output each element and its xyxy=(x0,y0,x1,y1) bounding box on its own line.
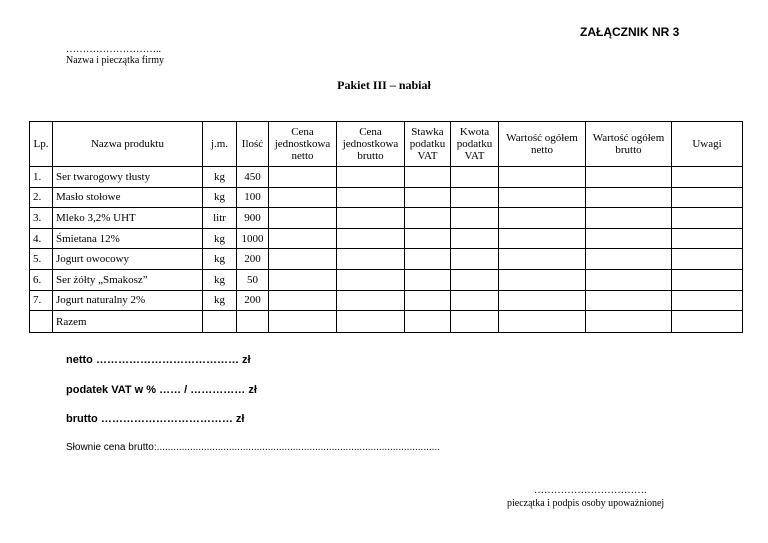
row-product-name: Ser twarogowy tłusty xyxy=(53,167,203,188)
row-lp: 6. xyxy=(30,269,53,290)
row-total-gross-cell[interactable] xyxy=(586,208,672,229)
row-vat-rate-cell[interactable] xyxy=(405,208,451,229)
row-unit: kg xyxy=(203,290,237,311)
product-table xyxy=(29,121,743,333)
row-unit-price-net-cell[interactable] xyxy=(269,167,337,188)
row-quantity: 100 xyxy=(237,187,269,208)
header-total-net: Wartość ogółem netto xyxy=(499,122,586,167)
row-product-name: Masło stołowe xyxy=(53,187,203,208)
package-title: Pakiet III – nabiał xyxy=(337,78,431,92)
gross-amount-line: brutto ……………………………… zł xyxy=(66,413,245,425)
row-vat-amount-cell[interactable] xyxy=(451,187,499,208)
row-lp: 4. xyxy=(30,228,53,249)
row-quantity: 200 xyxy=(237,290,269,311)
row-quantity: 1000 xyxy=(237,228,269,249)
header-unit: j.m. xyxy=(203,122,237,167)
header-vat-rate: Stawka podatku VAT xyxy=(405,122,451,167)
signature-dots: ……………………………. xyxy=(534,485,647,496)
total-gross-cell[interactable] xyxy=(586,311,672,333)
row-product-name: Ser żółty „Smakosz” xyxy=(53,269,203,290)
total-lp-cell xyxy=(30,311,53,333)
row-total-gross-cell[interactable] xyxy=(586,290,672,311)
header-unit-price-net: Cena jednostkowa netto xyxy=(269,122,337,167)
row-unit-price-net-cell[interactable] xyxy=(269,187,337,208)
table-row xyxy=(30,167,743,188)
row-lp: 2. xyxy=(30,187,53,208)
total-row xyxy=(30,311,743,333)
row-unit: kg xyxy=(203,167,237,188)
header-lp: Lp. xyxy=(30,122,53,167)
row-vat-amount-cell[interactable] xyxy=(451,269,499,290)
row-total-gross-cell[interactable] xyxy=(586,269,672,290)
row-notes-cell[interactable] xyxy=(672,208,743,229)
total-vat-rate-cell[interactable] xyxy=(405,311,451,333)
row-total-gross-cell[interactable] xyxy=(586,228,672,249)
row-total-gross-cell[interactable] xyxy=(586,249,672,270)
table-row xyxy=(30,228,743,249)
table-row xyxy=(30,208,743,229)
gross-in-words-line: Słownie cena brutto:...................................................................................................... xyxy=(66,442,440,453)
row-unit: litr xyxy=(203,208,237,229)
row-lp: 3. xyxy=(30,208,53,229)
row-unit: kg xyxy=(203,228,237,249)
row-unit: kg xyxy=(203,187,237,208)
row-unit-price-gross-cell[interactable] xyxy=(337,167,405,188)
row-unit-price-net-cell[interactable] xyxy=(269,269,337,290)
row-product-name: Mleko 3,2% UHT xyxy=(53,208,203,229)
row-total-net-cell[interactable] xyxy=(499,249,586,270)
firm-name-dots: ……………………….. xyxy=(66,44,161,55)
total-net-cell[interactable] xyxy=(499,311,586,333)
row-notes-cell[interactable] xyxy=(672,249,743,270)
row-lp: 7. xyxy=(30,290,53,311)
table-row xyxy=(30,249,743,270)
row-total-gross-cell[interactable] xyxy=(586,187,672,208)
row-vat-amount-cell[interactable] xyxy=(451,228,499,249)
firm-name-label: Nazwa i pieczątka firmy xyxy=(66,55,165,66)
row-unit-price-net-cell[interactable] xyxy=(269,249,337,270)
row-total-net-cell[interactable] xyxy=(499,228,586,249)
header-total-gross: Wartość ogółem brutto xyxy=(586,122,672,167)
row-unit-price-gross-cell[interactable] xyxy=(337,290,405,311)
row-unit-price-gross-cell[interactable] xyxy=(337,249,405,270)
row-total-net-cell[interactable] xyxy=(499,187,586,208)
table-row xyxy=(30,269,743,290)
row-vat-rate-cell[interactable] xyxy=(405,228,451,249)
row-unit-price-gross-cell[interactable] xyxy=(337,187,405,208)
row-notes-cell[interactable] xyxy=(672,290,743,311)
row-unit: kg xyxy=(203,269,237,290)
total-quantity-cell xyxy=(237,311,269,333)
row-notes-cell[interactable] xyxy=(672,269,743,290)
total-notes-cell[interactable] xyxy=(672,311,743,333)
table-row xyxy=(30,187,743,208)
row-lp: 1. xyxy=(30,167,53,188)
total-unit-price-gross-cell[interactable] xyxy=(337,311,405,333)
header-notes: Uwagi xyxy=(672,122,743,167)
table-row xyxy=(30,290,743,311)
row-total-gross-cell[interactable] xyxy=(586,167,672,188)
total-vat-amount-cell[interactable] xyxy=(451,311,499,333)
row-unit-price-gross-cell[interactable] xyxy=(337,228,405,249)
vat-amount-line: podatek VAT w % …… / …………… zł xyxy=(66,384,257,396)
row-vat-amount-cell[interactable] xyxy=(451,167,499,188)
row-vat-rate-cell[interactable] xyxy=(405,269,451,290)
header-unit-price-gross: Cena jednostkowa brutto xyxy=(337,122,405,167)
row-notes-cell[interactable] xyxy=(672,167,743,188)
row-product-name: Jogurt owocowy xyxy=(53,249,203,270)
total-unit-cell xyxy=(203,311,237,333)
row-quantity: 50 xyxy=(237,269,269,290)
row-unit: kg xyxy=(203,249,237,270)
header-quantity: Ilość xyxy=(237,122,269,167)
row-total-net-cell[interactable] xyxy=(499,269,586,290)
signature-label: pieczątka i podpis osoby upoważnionej xyxy=(507,498,665,509)
row-lp: 5. xyxy=(30,249,53,270)
row-vat-amount-cell[interactable] xyxy=(451,249,499,270)
row-total-net-cell[interactable] xyxy=(499,167,586,188)
table-header-row xyxy=(30,122,743,167)
row-unit-price-gross-cell[interactable] xyxy=(337,208,405,229)
row-total-net-cell[interactable] xyxy=(499,290,586,311)
row-vat-rate-cell[interactable] xyxy=(405,167,451,188)
row-unit-price-gross-cell[interactable] xyxy=(337,269,405,290)
row-quantity: 200 xyxy=(237,249,269,270)
row-unit-price-net-cell[interactable] xyxy=(269,228,337,249)
row-vat-amount-cell[interactable] xyxy=(451,208,499,229)
total-label: Razem xyxy=(53,311,203,333)
row-vat-rate-cell[interactable] xyxy=(405,249,451,270)
row-notes-cell[interactable] xyxy=(672,228,743,249)
row-vat-rate-cell[interactable] xyxy=(405,187,451,208)
row-total-net-cell[interactable] xyxy=(499,208,586,229)
total-unit-price-net-cell[interactable] xyxy=(269,311,337,333)
row-quantity: 450 xyxy=(237,167,269,188)
header-vat-amount: Kwota podatku VAT xyxy=(451,122,499,167)
row-product-name: Śmietana 12% xyxy=(53,228,203,249)
row-unit-price-net-cell[interactable] xyxy=(269,290,337,311)
header-product-name: Nazwa produktu xyxy=(53,122,203,167)
row-vat-amount-cell[interactable] xyxy=(451,290,499,311)
row-product-name: Jogurt naturalny 2% xyxy=(53,290,203,311)
row-notes-cell[interactable] xyxy=(672,187,743,208)
net-amount-line: netto ………………………………… zł xyxy=(66,354,251,366)
annex-number: ZAŁĄCZNIK NR 3 xyxy=(580,25,680,39)
row-unit-price-net-cell[interactable] xyxy=(269,208,337,229)
row-quantity: 900 xyxy=(237,208,269,229)
row-vat-rate-cell[interactable] xyxy=(405,290,451,311)
